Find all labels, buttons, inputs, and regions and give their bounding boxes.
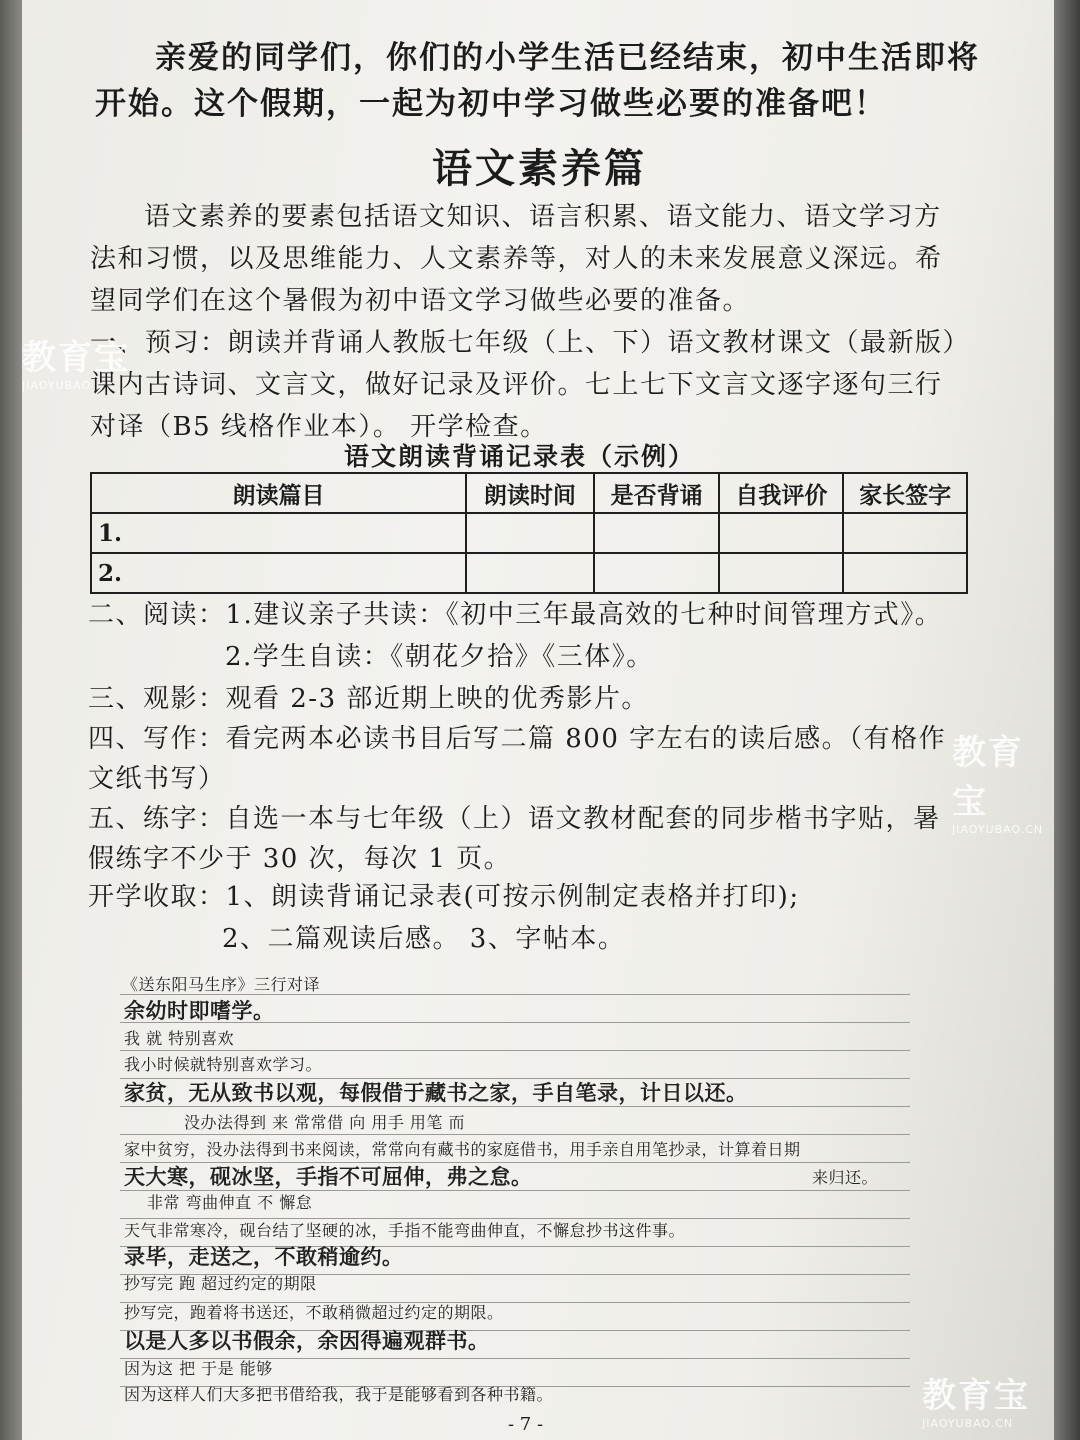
header-parent-signature: 家长签字 — [843, 473, 967, 513]
watermark-domain: JIAOYUBAO.CN — [952, 823, 1044, 836]
binder-edge-left — [0, 0, 22, 1440]
paragraph-line-3: 望同学们在这个暑假为初中语文学习做些必要的准备。 — [90, 286, 751, 316]
handwritten-note-4: 抄写完 跑 超过约定的期限 — [124, 1274, 317, 1293]
handwritten-original-2: 家贫，无从致书以观，每假借于藏书之家，手自笔录，计日以还。 — [124, 1081, 748, 1105]
handwritten-note-2: 没办法得到 来 常常借 向 用手 用笔 而 — [184, 1113, 466, 1132]
handwritten-translation-5: 因为这样人们大多把书借给我，我于是能够看到各种书籍。 — [124, 1385, 554, 1404]
document-page — [22, 0, 1054, 1440]
watermark-right — [952, 725, 1054, 836]
table-title: 语文朗读背诵记录表（示例） — [344, 442, 696, 471]
handwritten-original-3: 天大寒，砚冰坚，手指不可屈伸，弗之怠。 — [124, 1165, 533, 1189]
handwritten-original-5: 以是人多以书假余，余因得遍观群书。 — [124, 1329, 490, 1353]
section-title: 语文素养篇 — [432, 145, 647, 192]
watermark-brand: 教育宝 — [22, 338, 130, 378]
handwritten-note-5: 因为这 把 于是 能够 — [124, 1359, 273, 1378]
handwritten-original-4: 录毕，走送之，不敢稍逾约。 — [124, 1245, 404, 1269]
item-writing-line-2: 文纸书写） — [88, 764, 226, 794]
table-cell — [466, 513, 594, 553]
item-collect-line-1: 开学收取：1、朗读背诵记录表(可按示例制定表格并打印); — [88, 882, 800, 912]
table-cell — [843, 553, 967, 593]
ruled-line — [120, 1050, 910, 1051]
item-preview-line-2: 课内古诗词、文言文，做好记录及评价。七上七下文言文逐字逐句三行 — [90, 370, 943, 400]
item-writing-line-1: 四、写作：看完两本必读书目后写二篇 800 字左右的读后感。（有格作 — [88, 724, 947, 754]
handwritten-note-3: 非常 弯曲伸直 不 懈怠 — [147, 1193, 313, 1212]
handwritten-translation-2-tail: 来归还。 — [812, 1168, 879, 1187]
handwritten-original-1: 余幼时即嗜学。 — [124, 999, 275, 1023]
watermark-left — [22, 330, 130, 392]
table-row — [91, 513, 967, 553]
row-label: 1. — [91, 513, 466, 553]
table-header-row — [91, 473, 967, 513]
item-preview-line-1: 一、预习：朗读并背诵人教版七年级（上、下）语文教材课文（最新版） — [90, 328, 971, 358]
table-cell — [594, 553, 720, 593]
row-label: 2. — [91, 553, 466, 593]
table-cell — [594, 513, 720, 553]
watermark-domain: JIAOYUBAO — [22, 379, 92, 392]
item-calligraphy-line-1: 五、练字：自选一本与七年级（上）语文教材配套的同步楷书字贴，暑 — [88, 804, 941, 834]
page-number: - 7 - — [508, 1414, 544, 1435]
paragraph-line-1: 语文素养的要素包括语文知识、语言积累、语文能力、语文学习方 — [144, 202, 942, 232]
table-cell — [719, 553, 843, 593]
item-collect-line-2: 2、二篇观读后感。 3、字帖本。 — [222, 924, 626, 954]
handwritten-translation-4: 抄写完，跑着将书送还，不敢稍微超过约定的期限。 — [124, 1303, 504, 1322]
page-edge-right — [1054, 0, 1080, 1440]
intro-line-1: 亲爱的同学们，你们的小学生活已经结束，初中生活即将 — [155, 40, 980, 76]
watermark-brand: 教育宝 — [922, 1376, 1030, 1416]
table-cell — [466, 553, 594, 593]
header-reading-time: 朗读时间 — [466, 473, 594, 513]
item-reading-line-2: 2.学生自读：《朝花夕拾》《三体》。 — [225, 642, 654, 672]
intro-line-2: 开始。这个假期，一起为初中学习做些必要的准备吧！ — [95, 86, 887, 122]
item-calligraphy-line-2: 假练字不少于 30 次，每次 1 页。 — [88, 844, 512, 874]
handwritten-translation-1: 我小时候就特别喜欢学习。 — [124, 1055, 323, 1074]
recitation-record-table — [90, 472, 968, 594]
handwritten-translation-3: 天气非常寒冷，砚台结了坚硬的冰，手指不能弯曲伸直，不懈怠抄书这件事。 — [124, 1221, 686, 1240]
table-cell — [719, 513, 843, 553]
watermark-brand: 教育宝 — [952, 733, 1024, 822]
table-cell — [843, 513, 967, 553]
ruled-line — [120, 1134, 910, 1135]
table-row — [91, 553, 967, 593]
item-preview-line-3: 对译（B5 线格作业本）。 开学检查。 — [90, 412, 548, 442]
header-self-evaluation: 自我评价 — [719, 473, 843, 513]
handwritten-translation-2: 家中贫穷，没办法得到书来阅读，常常向有藏书的家庭借书，用手亲自用笔抄录，计算着日期 — [124, 1140, 801, 1159]
handwritten-title: 《送东阳马生序》三行对译 — [122, 975, 321, 994]
item-film: 三、观影：观看 2-3 部近期上映的优秀影片。 — [88, 684, 649, 714]
paragraph-line-2: 法和习惯，以及思维能力、人文素养等，对人的未来发展意义深远。希 — [90, 244, 943, 274]
item-reading-line-1: 二、阅读：1.建议亲子共读：《初中三年最高效的七种时间管理方式》。 — [88, 600, 943, 630]
handwritten-note-1: 我 就 特别喜欢 — [124, 1029, 235, 1048]
header-reading-title: 朗读篇目 — [91, 473, 466, 513]
watermark-bottom-right — [922, 1368, 1030, 1430]
watermark-domain: JIAOYUBAO.CN — [922, 1417, 1014, 1430]
header-recited: 是否背诵 — [594, 473, 720, 513]
